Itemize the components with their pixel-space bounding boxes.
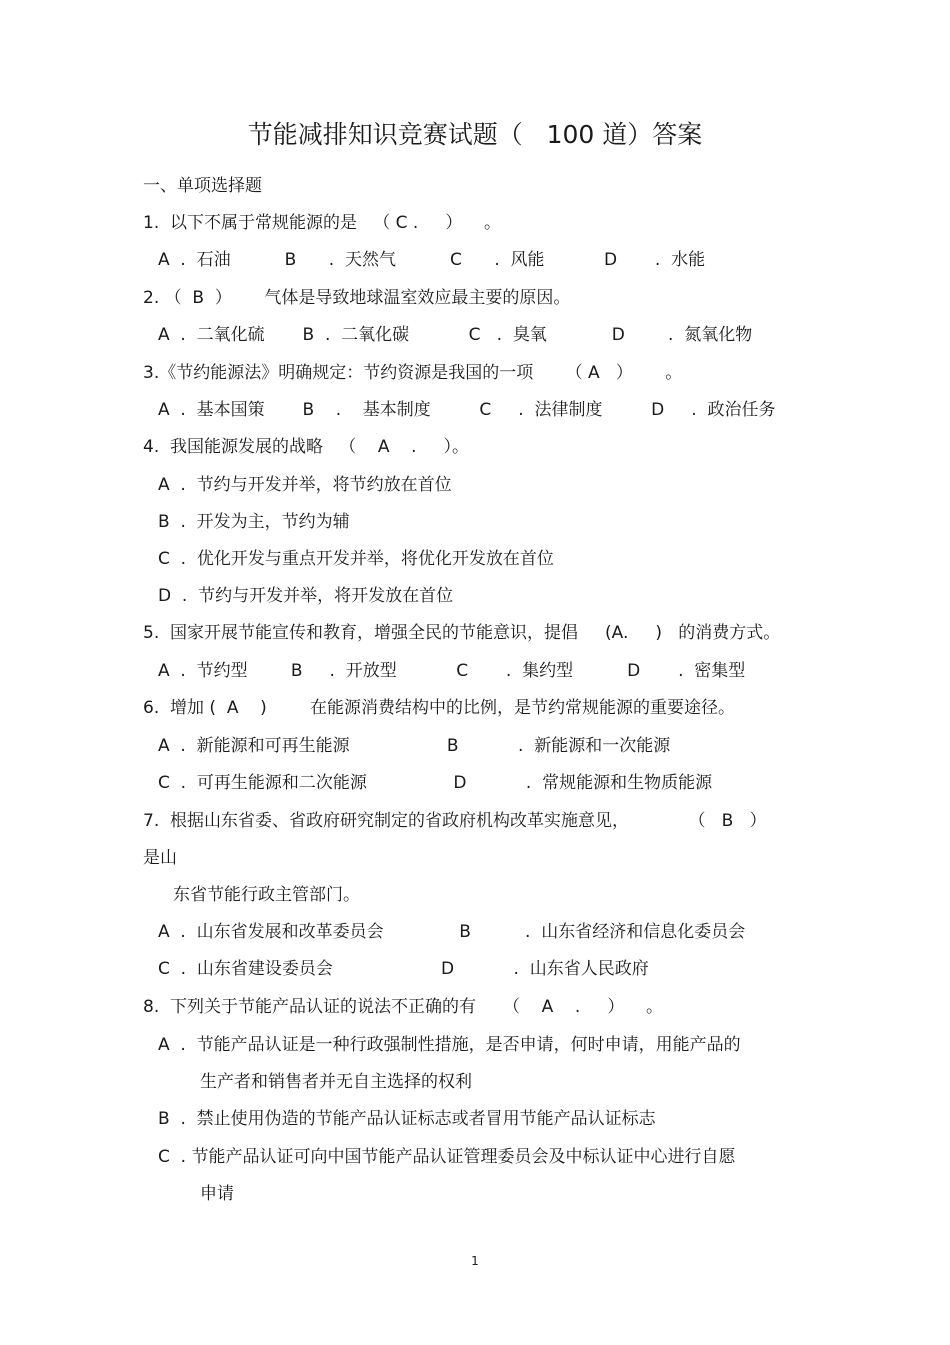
question-4-option-c: C . 优化开发与重点开发并举，将优化开发放在首位 — [158, 549, 554, 569]
question-7-continuation: 东省节能行政主管部门。 — [173, 885, 360, 905]
question-7-options-ab: A . 山东省发展和改革委员会 B . 山东省经济和信息化委员会 — [158, 922, 746, 942]
question-7-wrap: 是山 — [143, 848, 177, 868]
question-1: 1. 以下不属于常规能源的是 （ C . ） 。 — [143, 213, 501, 233]
question-5-options: A . 节约型 B . 开放型 C . 集约型 D . 密集型 — [158, 661, 746, 681]
question-3: 3.《节约能源法》明确规定：节约资源是我国的一项 （ A ） 。 — [143, 363, 683, 383]
question-5: 5. 国家开展节能宣传和教育，增强全民的节能意识，提倡 (A. ) 的消费方式。 — [143, 623, 781, 643]
section-heading: 一、单项选择题 — [143, 176, 262, 196]
question-8-option-c-continuation: 申请 — [200, 1184, 234, 1204]
question-8: 8. 下列关于节能产品认证的说法不正确的有 （ A . ） 。 — [143, 997, 663, 1017]
question-4-option-a: A . 节约与开发并举，将节约放在首位 — [158, 475, 452, 495]
question-6-options-ab: A . 新能源和可再生能源 B . 新能源和一次能源 — [158, 736, 671, 756]
question-7: 7. 根据山东省委、省政府研究制定的省政府机构改革实施意见， （ B ） — [143, 811, 767, 831]
question-2: 2. （ B ） 气体是导致地球温室效应最主要的原因。 — [143, 288, 571, 308]
question-8-option-c: C . 节能产品认证可向中国节能产品认证管理委员会及中标认证中心进行自愿 — [158, 1147, 736, 1167]
question-8-option-b: B . 禁止使用伪造的节能产品认证标志或者冒用节能产品认证标志 — [158, 1109, 656, 1129]
page-title: 节能减排知识竞赛试题（ 100 道）答案 — [247, 120, 703, 149]
question-7-options-cd: C . 山东省建设委员会 D . 山东省人民政府 — [158, 959, 649, 979]
question-6-options-cd: C . 可再生能源和二次能源 D . 常规能源和生物质能源 — [158, 773, 713, 793]
question-4-option-b: B . 开发为主，节约为辅 — [158, 512, 350, 532]
question-1-options: A . 石油 B . 天然气 C . 风能 D . 水能 — [158, 250, 706, 270]
question-4-option-d: D . 节约与开发并举，将开发放在首位 — [158, 586, 454, 606]
question-3-options: A . 基本国策 B . 基本制度 C . 法律制度 D . 政治任务 — [158, 400, 776, 420]
question-8-option-a: A . 节能产品认证是一种行政强制性措施，是否申请，何时申请，用能产品的 — [158, 1035, 741, 1055]
question-4: 4. 我国能源发展的战略 （ A . ）。 — [143, 437, 470, 457]
question-6: 6. 增加 ( A ) 在能源消费结构中的比例，是节约常规能源的重要途径。 — [143, 698, 735, 718]
question-2-options: A . 二氧化硫 B . 二氧化碳 C . 臭氧 D . 氮氧化物 — [158, 325, 753, 345]
question-8-option-a-continuation: 生产者和销售者并无自主选择的权利 — [200, 1072, 472, 1092]
page-number: 1 — [471, 1254, 479, 1268]
